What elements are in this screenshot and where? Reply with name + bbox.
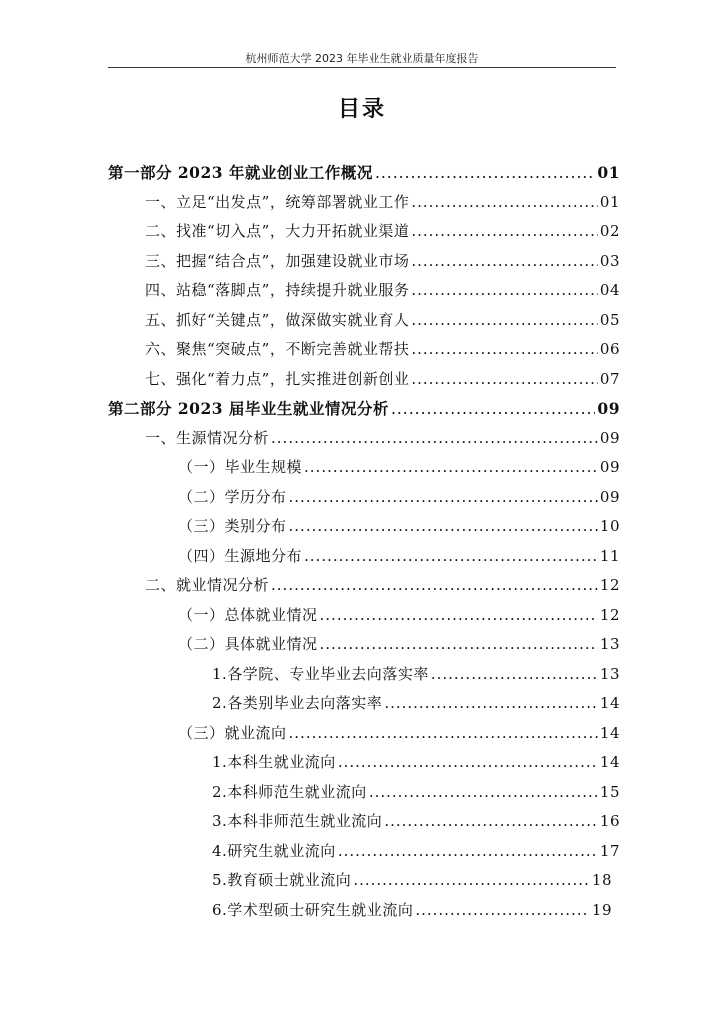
toc-entry[interactable] bbox=[178, 719, 620, 748]
dot-leader bbox=[415, 896, 590, 925]
toc-page-number: 01 bbox=[599, 193, 620, 211]
toc-entry-label: 2.各类别毕业去向落实率 bbox=[212, 694, 383, 712]
toc-page-number: 16 bbox=[599, 812, 620, 830]
toc-entry-label: 1.各学院、专业毕业去向落实率 bbox=[212, 665, 429, 683]
toc-part-entry[interactable] bbox=[108, 158, 620, 187]
toc-entry[interactable] bbox=[145, 335, 620, 364]
toc-page-number: 13 bbox=[599, 665, 620, 683]
toc-entry-label: 4.研究生就业流向 bbox=[212, 842, 336, 860]
toc-page-number: 12 bbox=[599, 576, 620, 594]
running-header: 杭州师范大学 2023 年毕业生就业质量年度报告 bbox=[245, 52, 479, 65]
toc-page-number: 18 bbox=[591, 871, 612, 889]
dot-leader bbox=[431, 660, 598, 689]
toc-entry-label: 四、站稳“落脚点”，持续提升就业服务 bbox=[145, 281, 410, 299]
toc-entry[interactable] bbox=[178, 601, 620, 630]
dot-leader bbox=[353, 866, 590, 895]
toc-page-number: 14 bbox=[599, 753, 620, 771]
dot-leader bbox=[411, 247, 598, 276]
dot-leader bbox=[391, 395, 595, 424]
toc-entry-label: （二）具体就业情况 bbox=[178, 635, 318, 653]
dot-leader bbox=[375, 159, 595, 188]
toc-page-number: 09 bbox=[597, 399, 620, 418]
toc-page-number: 09 bbox=[599, 429, 620, 447]
toc-entry[interactable] bbox=[145, 188, 620, 217]
dot-leader bbox=[411, 276, 598, 305]
toc-page-number: 14 bbox=[599, 724, 620, 742]
toc-entry[interactable] bbox=[145, 571, 620, 600]
toc-page-number: 01 bbox=[597, 163, 620, 182]
toc-entry-label: 第二部分 2023 届毕业生就业情况分析 bbox=[108, 399, 389, 418]
toc-entry[interactable] bbox=[145, 217, 620, 246]
dot-leader bbox=[411, 365, 598, 394]
page-title: 目录 bbox=[337, 96, 386, 122]
toc-entry-label: 二、就业情况分析 bbox=[145, 576, 270, 594]
toc-entry-label: 2.本科师范生就业流向 bbox=[212, 783, 367, 801]
dot-leader bbox=[369, 778, 598, 807]
toc-page-number: 14 bbox=[599, 694, 620, 712]
toc-entry-label: （三）类别分布 bbox=[178, 517, 287, 535]
toc-entry[interactable] bbox=[212, 689, 620, 718]
dot-leader bbox=[271, 424, 598, 453]
toc-entry[interactable] bbox=[145, 276, 620, 305]
toc-entry[interactable] bbox=[212, 896, 612, 925]
toc-entry-label: 一、生源情况分析 bbox=[145, 429, 270, 447]
dot-leader bbox=[304, 453, 598, 482]
toc-entry[interactable] bbox=[178, 453, 620, 482]
toc-page-number: 10 bbox=[599, 517, 620, 535]
dot-leader bbox=[411, 306, 598, 335]
toc-entry-label: 二、找准“切入点”，大力开拓就业渠道 bbox=[145, 222, 410, 240]
toc-page-number: 09 bbox=[599, 488, 620, 506]
toc-entry-label: （一）总体就业情况 bbox=[178, 606, 318, 624]
toc-entry[interactable] bbox=[178, 483, 620, 512]
toc-page-number: 13 bbox=[599, 635, 620, 653]
toc-page-number: 06 bbox=[599, 340, 620, 358]
dot-leader bbox=[271, 571, 598, 600]
dot-leader bbox=[304, 542, 598, 571]
dot-leader bbox=[384, 807, 598, 836]
header-divider bbox=[108, 67, 616, 68]
toc-page-number: 11 bbox=[599, 547, 620, 565]
toc-page-number: 17 bbox=[599, 842, 620, 860]
toc-part-entry[interactable] bbox=[108, 394, 620, 423]
dot-leader bbox=[338, 837, 598, 866]
toc-entry[interactable] bbox=[145, 247, 620, 276]
dot-leader bbox=[320, 601, 598, 630]
toc-page-number: 12 bbox=[599, 606, 620, 624]
toc-entry[interactable] bbox=[212, 748, 620, 777]
toc-page-number: 04 bbox=[599, 281, 620, 299]
toc-entry-label: （三）就业流向 bbox=[178, 724, 287, 742]
toc-entry-label: 3.本科非师范生就业流向 bbox=[212, 812, 383, 830]
toc-entry[interactable] bbox=[145, 365, 620, 394]
toc-entry[interactable] bbox=[212, 807, 620, 836]
dot-leader bbox=[289, 512, 598, 541]
toc-entry[interactable] bbox=[212, 778, 620, 807]
toc-entry-label: （四）生源地分布 bbox=[178, 547, 303, 565]
dot-leader bbox=[289, 483, 598, 512]
toc-page-number: 15 bbox=[599, 783, 620, 801]
toc-entry-label: 七、强化“着力点”，扎实推进创新创业 bbox=[145, 370, 410, 388]
dot-leader bbox=[384, 689, 598, 718]
toc-page-number: 05 bbox=[599, 311, 620, 329]
toc-page-number: 19 bbox=[591, 901, 612, 919]
toc-entry-label: 六、聚焦“突破点”，不断完善就业帮扶 bbox=[145, 340, 410, 358]
toc-entry[interactable] bbox=[145, 424, 620, 453]
toc-entry-label: 一、立足“出发点”，统筹部署就业工作 bbox=[145, 193, 410, 211]
dot-leader bbox=[411, 188, 598, 217]
dot-leader bbox=[320, 630, 598, 659]
dot-leader bbox=[289, 719, 598, 748]
toc-entry-label: 第一部分 2023 年就业创业工作概况 bbox=[108, 163, 373, 182]
dot-leader bbox=[411, 217, 598, 246]
toc-entry-label: 五、抓好“关键点”，做深做实就业育人 bbox=[145, 311, 410, 329]
dot-leader bbox=[338, 748, 598, 777]
toc-entry-label: 6.学术型硕士研究生就业流向 bbox=[212, 901, 414, 919]
toc-entry-label: （一）毕业生规模 bbox=[178, 458, 303, 476]
toc-entry[interactable] bbox=[145, 306, 620, 335]
toc-entry-label: （二）学历分布 bbox=[178, 488, 287, 506]
toc-page-number: 07 bbox=[599, 370, 620, 388]
toc-page-number: 02 bbox=[599, 222, 620, 240]
toc-entry[interactable] bbox=[212, 660, 620, 689]
toc-entry-label: 三、把握“结合点”，加强建设就业市场 bbox=[145, 252, 410, 270]
toc-page-number: 09 bbox=[599, 458, 620, 476]
toc-entry[interactable] bbox=[212, 837, 620, 866]
toc-entry[interactable] bbox=[178, 542, 620, 571]
toc-page-number: 03 bbox=[599, 252, 620, 270]
toc-entry[interactable] bbox=[178, 512, 620, 541]
toc-entry-label: 1.本科生就业流向 bbox=[212, 753, 336, 771]
toc-entry-label: 5.教育硕士就业流向 bbox=[212, 871, 352, 889]
toc-entry[interactable] bbox=[212, 866, 612, 895]
toc-entry[interactable] bbox=[178, 630, 620, 659]
dot-leader bbox=[411, 335, 598, 364]
